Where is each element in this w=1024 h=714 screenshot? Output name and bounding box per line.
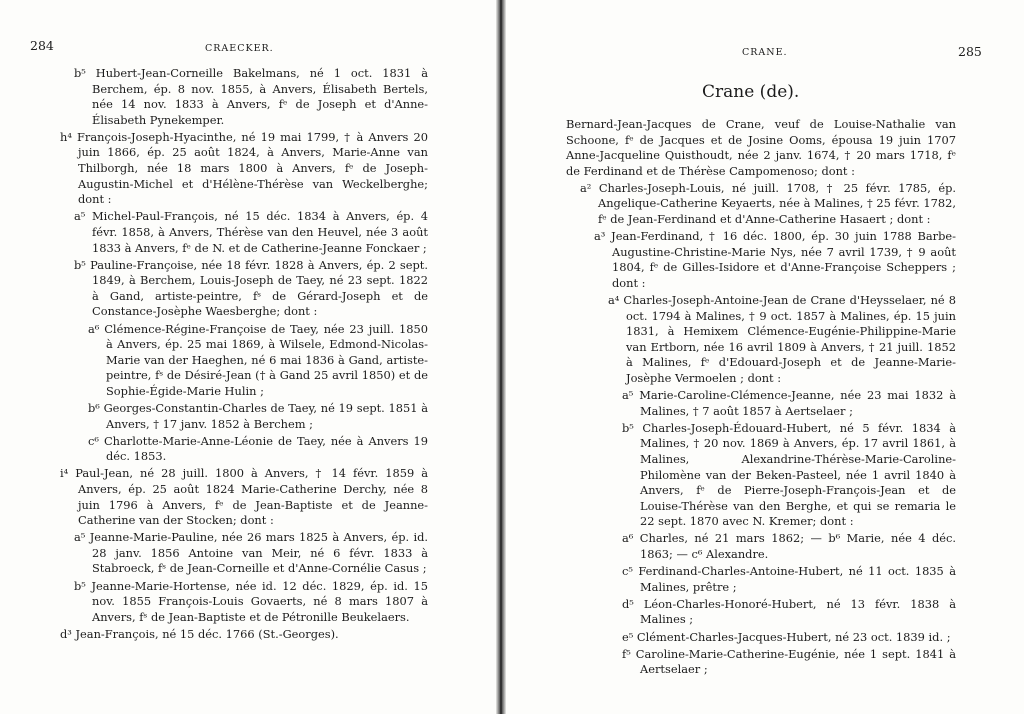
section-title: Crane (de). [702, 82, 800, 102]
genealogy-entry: a³ Jean-Ferdinand, † 16 déc. 1800, ép. 30 juin 1788 Barbe-Augustine-Christine-Marie Nys, née 7 avril 1739, † 9 août 1804, fᵉ de Gilles-Isidore et d'Anne-Françoise Scheppers ; dont : [594, 229, 956, 290]
genealogy-entry: b⁵ Hubert-Jean-Corneille Bakelmans, né 1 oct. 1831 à Berchem, ép. 8 nov. 1855, à Anvers, Élisabeth Bertels, née 14 nov. 1833 à Anvers, fᵉ de Joseph et d'Anne-Élisabeth Pynekemper. [74, 66, 428, 127]
genealogy-entry: c⁶ Charlotte-Marie-Anne-Léonie de Taey, née à Anvers 19 déc. 1853. [88, 433, 428, 464]
genealogy-entry: Bernard-Jean-Jacques de Crane, veuf de Louise-Nathalie van Schoone, fᵉ de Jacques et de Josine Ooms, épousa 19 juin 1707 Anne-Jacqueline Quisthoudt, née 2 janv. 1674, † 20 mars 1718, fᵉ de Ferdinand et de Thérèse Campomenoso; dont : [566, 117, 956, 178]
left-running-head: CRAECKER. [205, 43, 274, 54]
left-page-number: 284 [30, 38, 54, 53]
right-page-body [566, 117, 956, 679]
genealogy-entry: e⁵ Clément-Charles-Jacques-Hubert, né 23 oct. 1839 id. ; [622, 629, 951, 644]
genealogy-entry: a⁴ Charles-Joseph-Antoine-Jean de Crane d'Heysselaer, né 8 oct. 1794 à Malines, † 9 oct. 1857 à Malines, ép. 15 juin 1831, à Hemixem Clémence-Eugénie-Philippine-Marie van Ertborn, née 16 avril 1809 à Anvers, † 21 juill. 1852 à Malines, fᵉ d'Edouard-Joseph et de Jeanne-Marie-Josèphe Vermoelen ; dont : [608, 293, 956, 385]
genealogy-entry: d³ Jean-François, né 15 déc. 1766 (St.-Georges). [60, 626, 339, 641]
genealogy-entry: a⁶ Charles, né 21 mars 1862; — b⁶ Marie, née 4 déc. 1863; — c⁶ Alexandre. [622, 531, 956, 562]
right-page-number: 285 [958, 44, 982, 59]
book-gutter [496, 0, 506, 714]
genealogy-entry: b⁵ Jeanne-Marie-Hortense, née id. 12 déc. 1829, ép. id. 15 nov. 1855 François-Louis Govaerts, né 8 mars 1807 à Anvers, fˢ de Jean-Baptiste et de Pétronille Beukelaers. [74, 578, 428, 624]
left-page-body [60, 66, 428, 644]
genealogy-entry: a⁵ Michel-Paul-François, né 15 déc. 1834 à Anvers, ép. 4 févr. 1858, à Anvers, Thérèse van den Heuvel, née 3 août 1833 à Anvers, fᵉ de N. et de Catherine-Jeanne Fonckaer ; [74, 209, 428, 255]
right-page [506, 0, 1024, 714]
genealogy-entry: i⁴ Paul-Jean, né 28 juill. 1800 à Anvers, † 14 févr. 1859 à Anvers, ép. 25 août 1824 Marie-Catherine Derchy, née 8 juin 1796 à Anvers, fᵉ de Jean-Baptiste et de Jeanne-Catherine van der Stocken; dont : [60, 466, 428, 528]
genealogy-entry: b⁵ Charles-Joseph-Édouard-Hubert, né 5 févr. 1834 à Malines, † 20 nov. 1869 à Anvers, ép. 17 avril 1861, à Malines, Alexandrine-Thérèse-Marie-Caroline-Philomène van der Beken-Pasteel, née 1 avril 1840 à Anvers, fᵉ de Pierre-Joseph-François-Jean et de Louise-Thérèse van den Berghe, et qui se remaria le 22 sept. 1870 avec N. Kremer; dont : [622, 420, 956, 529]
genealogy-entry: f⁵ Caroline-Marie-Catherine-Eugénie, née 1 sept. 1841 à Aertselaer ; [622, 646, 956, 677]
genealogy-entry: b⁶ Georges-Constantin-Charles de Taey, né 19 sept. 1851 à Anvers, † 17 janv. 1852 à Berchem ; [88, 400, 428, 431]
genealogy-entry: a² Charles-Joseph-Louis, né juill. 1708, † 25 févr. 1785, ép. Angelique-Catherine Keyaerts, née à Malines, † 25 févr. 1782, fᵉ de Jean-Ferdinand et d'Anne-Catherine Hasaert ; dont : [580, 180, 956, 227]
genealogy-entry: d⁵ Léon-Charles-Honoré-Hubert, né 13 févr. 1838 à Malines ; [622, 596, 956, 627]
genealogy-entry: h⁴ François-Joseph-Hyacinthe, né 19 mai 1799, † à Anvers 20 juin 1866, ép. 25 août 1824, à Anvers, Marie-Anne van Thilborgh, née 18 mars 1800 à Anvers, fᵉ de Joseph-Augustin-Michel et d'Hélène-Thérèse van Weckelberghe; dont : [60, 129, 428, 207]
genealogy-entry: a⁵ Marie-Caroline-Clémence-Jeanne, née 23 mai 1832 à Malines, † 7 août 1857 à Aertselaer ; [622, 388, 956, 418]
genealogy-entry: b⁵ Pauline-Françoise, née 18 févr. 1828 à Anvers, ép. 2 sept. 1849, à Berchem, Louis-Joseph de Taey, né 23 sept. 1822 à Gand, artiste-peintre, fˢ de Gérard-Joseph et de Constance-Josèphe Waesberghe; dont : [74, 257, 428, 319]
genealogy-entry: a⁵ Jeanne-Marie-Pauline, née 26 mars 1825 à Anvers, ép. id. 28 janv. 1856 Antoine van Meir, né 6 févr. 1833 à Stabroeck, fˢ de Jean-Corneille et d'Anne-Cornélie Casus ; [74, 530, 428, 576]
left-page [0, 0, 496, 714]
right-running-head: CRANE. [742, 47, 788, 58]
genealogy-entry: c⁵ Ferdinand-Charles-Antoine-Hubert, né 11 oct. 1835 à Malines, prêtre ; [622, 564, 956, 594]
genealogy-entry: a⁶ Clémence-Régine-Françoise de Taey, née 23 juill. 1850 à Anvers, ép. 25 mai 1869, à Wilsele, Edmond-Nicolas-Marie van der Haeghen, né 6 mai 1836 à Gand, artiste-peintre, fˢ de Désiré-Jean († à Gand 25 avril 1850) et de Sophie-Égide-Marie Hulin ; [88, 321, 428, 398]
